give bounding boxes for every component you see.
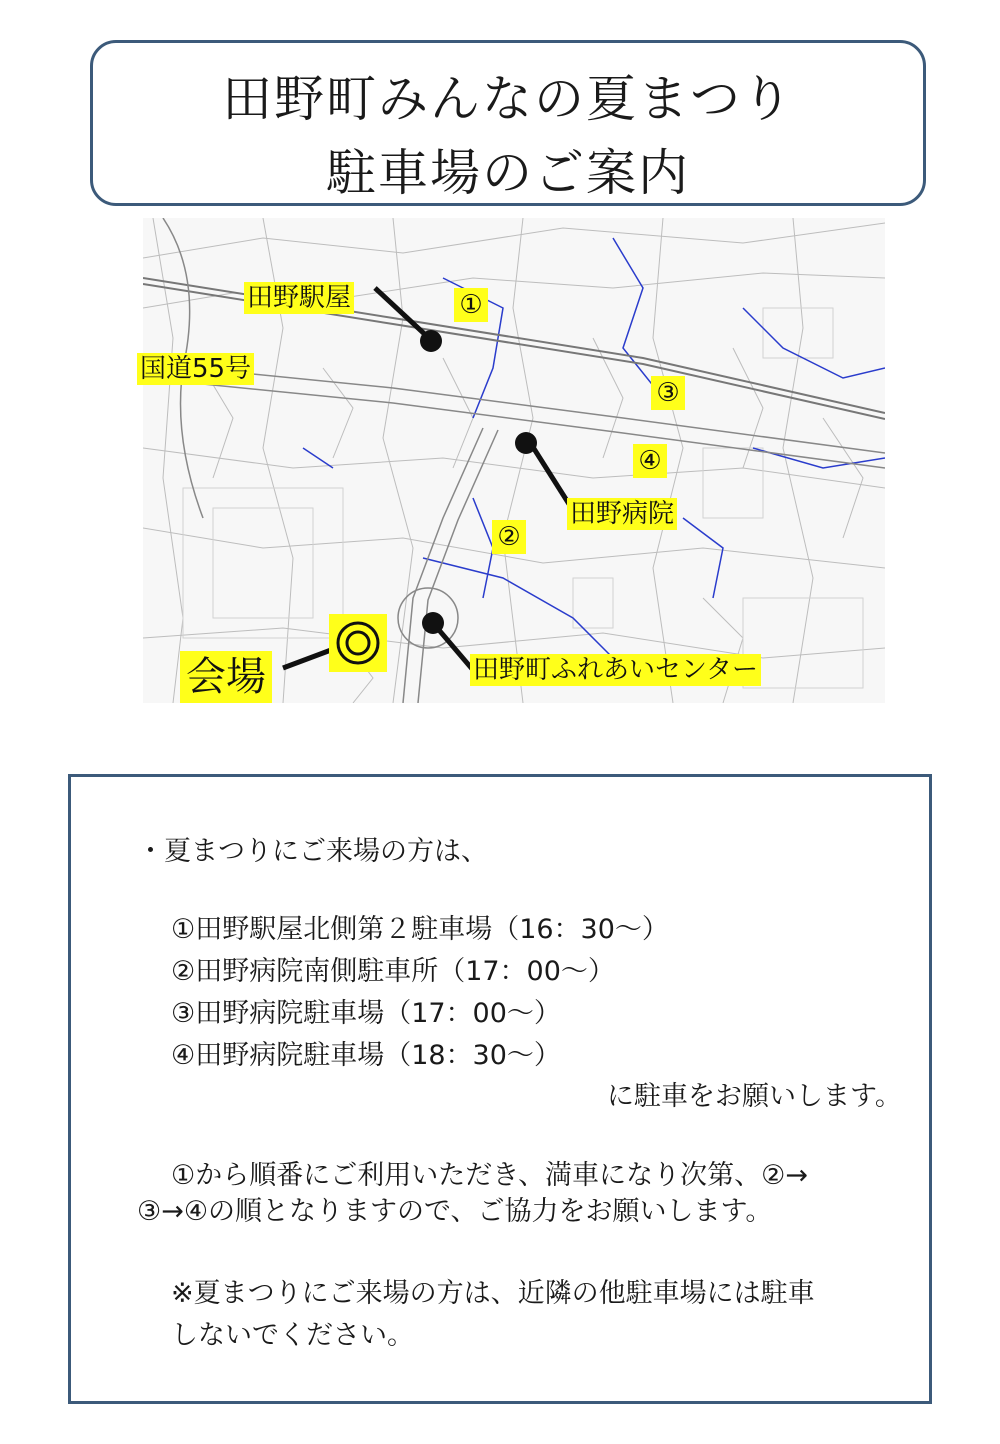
title-line-1: 田野町みんなの夏まつり bbox=[222, 70, 794, 128]
note-line-1: ※夏まつりにご来場の方は、近隣の他駐車場には駐車 bbox=[171, 1278, 815, 1309]
parking-lot-2: ②田野病院南側駐車所（17：00～） bbox=[171, 956, 615, 987]
venue-marker bbox=[329, 614, 387, 672]
parking-marker-4: ④ bbox=[633, 444, 667, 478]
map-label-route: 国道55号 bbox=[137, 353, 254, 385]
parking-lot-3: ③田野病院駐車場（17：00～） bbox=[171, 998, 561, 1029]
parking-map bbox=[140, 218, 885, 703]
parking-request: に駐車をお願いします。 bbox=[607, 1081, 902, 1112]
double-circle-icon bbox=[334, 619, 382, 667]
map-label-station: 田野駅屋 bbox=[244, 282, 354, 314]
order-line-2: ③→④の順となりますので、ご協力をお願いします。 bbox=[137, 1196, 773, 1227]
map-label-venue: 会場 bbox=[180, 651, 272, 703]
info-intro: ・夏まつりにご来場の方は、 bbox=[137, 836, 488, 867]
order-line-1: ①から順番にご利用いただき、満車になり次第、②→ bbox=[171, 1160, 808, 1191]
parking-lot-4: ④田野病院駐車場（18：30～） bbox=[171, 1040, 561, 1071]
map-label-center: 田野町ふれあいセンター bbox=[470, 654, 761, 686]
map-label-hospital: 田野病院 bbox=[567, 498, 677, 530]
parking-marker-1: ① bbox=[454, 288, 488, 322]
note-line-2: しないでください。 bbox=[171, 1320, 414, 1351]
info-box bbox=[68, 774, 932, 1404]
parking-lot-1: ①田野駅屋北側第２駐車場（16：30～） bbox=[171, 914, 669, 945]
title-line-2: 駐車場のご案内 bbox=[326, 144, 690, 202]
title-box bbox=[90, 40, 926, 206]
parking-marker-3: ③ bbox=[651, 376, 685, 410]
parking-marker-2: ② bbox=[492, 520, 526, 554]
